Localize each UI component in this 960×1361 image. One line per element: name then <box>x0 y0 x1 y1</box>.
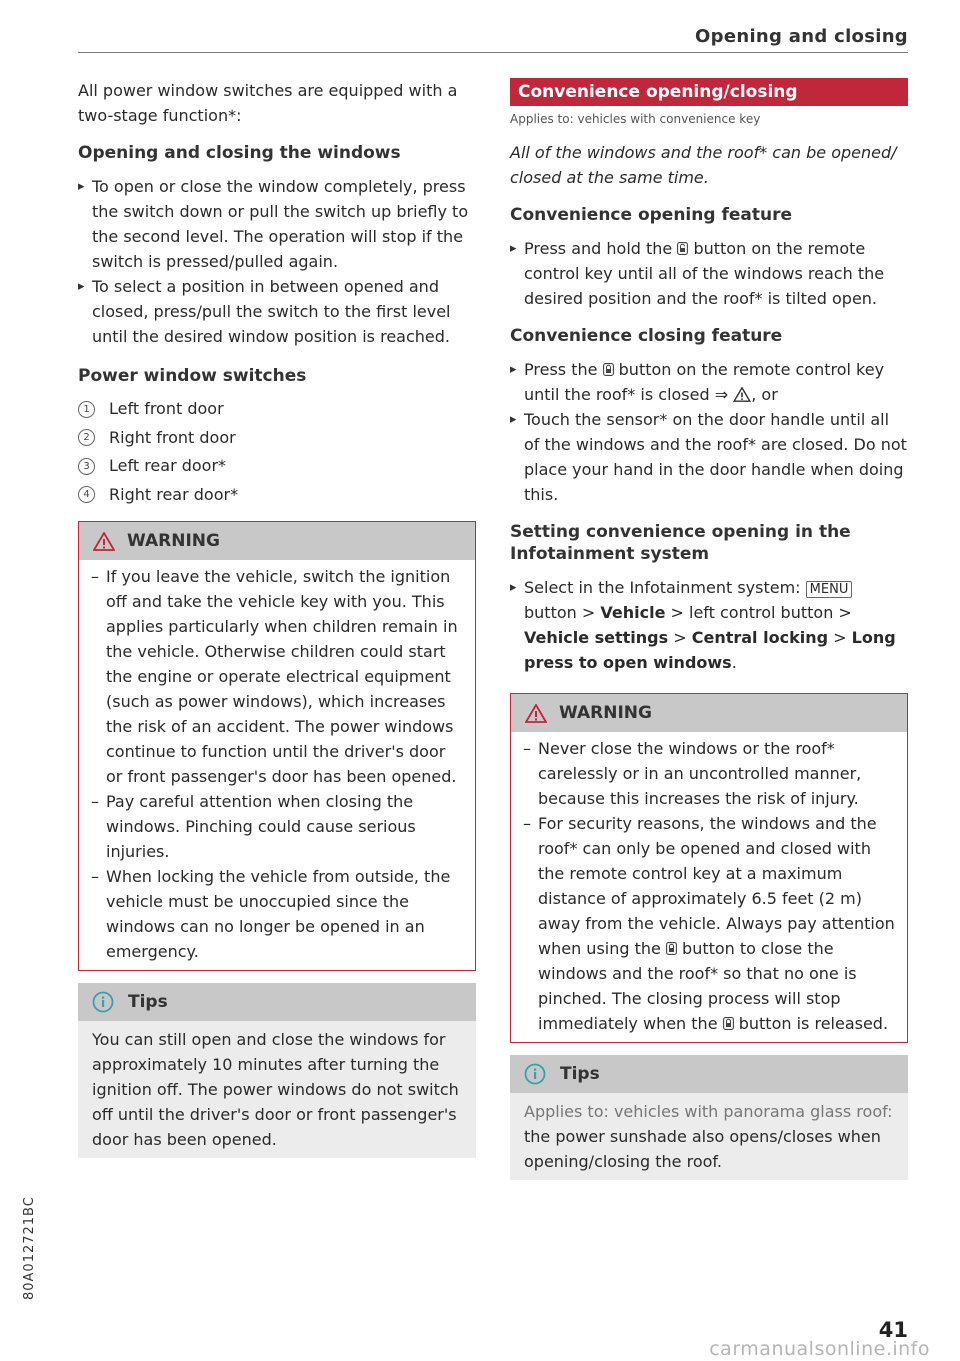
menu-path-item: Central locking <box>691 628 829 647</box>
page-number: 41 <box>878 1318 908 1342</box>
text-part: button to close the windows and the roof* so that no one is pinched. The closing process will stop immediately when the <box>538 939 857 1033</box>
text-part: button is released. <box>738 1014 889 1033</box>
warning-triangle-icon <box>525 704 547 723</box>
right-column <box>510 78 908 1180</box>
heading-opening-closing: Opening and closing the windows <box>78 143 401 163</box>
lock-button-icon <box>723 1017 734 1030</box>
arrow-ref-icon: ⇒ <box>714 385 729 404</box>
warning-item: – Never close the windows or the roof* carelessly or in an uncontrolled manner, because this increases the risk of injury. <box>523 736 895 811</box>
warning-header <box>511 694 907 732</box>
lock-button-icon <box>603 363 614 376</box>
warning-item <box>523 811 895 1036</box>
heading-convenience-opening: Convenience opening feature <box>510 205 792 225</box>
tips-header <box>78 983 476 1021</box>
list-item <box>510 357 908 407</box>
legend-label: Left front door <box>109 399 224 418</box>
text-part: For security reasons, the windows and the roof* can only be opened and closed with the remote control key at a maximum distance of approximately 6.5 feet (2 m) away from the vehicle. Always pay attention when using the <box>538 814 895 958</box>
legend-label: Right front door <box>109 427 236 447</box>
warning-item: – If you leave the vehicle, switch the ignition off and take the vehicle key with you. This applies particularly when children remain in the vehicle. Otherwise children could start the engine or operate electrical equipment (such as power windows), which increases the risk of an accident. The power windows continue to function until the driver's door or front passenger's door has been opened. <box>91 564 463 789</box>
tips-text: You can still open and close the windows for approximately 10 minutes after turning the ignition off. The power windows do not switch off until the driver's door or front passenger's door has been opened. <box>92 1030 459 1149</box>
warning-box <box>510 693 908 1043</box>
warning-body <box>79 560 475 970</box>
text-part: button on the remote control key until the roof* is closed <box>524 360 885 404</box>
text-part: , or <box>751 385 778 404</box>
document-code: 80A012721BC <box>22 1196 37 1300</box>
number-circle: 1 <box>78 401 95 418</box>
switch-legend <box>78 395 476 509</box>
tips-box <box>510 1055 908 1180</box>
heading-power-window-switches: Power window switches <box>78 366 307 386</box>
legend-item <box>78 424 476 453</box>
list-item: ▸ Select in the Infotainment system: MENU button > Vehicle > left control button > Vehicle settings > Central locking > Long press to open windows. <box>510 575 908 675</box>
tips-header <box>510 1055 908 1093</box>
list-item: ▸ To open or close the window completely, press the switch down or pull the switch up briefly to the second level. The operation will stop if the switch is pressed/pulled again. <box>78 174 476 274</box>
warning-box <box>78 521 476 971</box>
warning-title: WARNING <box>127 531 220 551</box>
legend-item <box>78 481 476 510</box>
number-circle: 2 <box>78 429 95 446</box>
info-icon <box>92 991 114 1013</box>
warning-title: WARNING <box>559 703 652 723</box>
legend-item <box>78 395 476 424</box>
warning-item: – When locking the vehicle from outside, the vehicle must be unoccupied since the windows can no longer be opened in an emergency. <box>91 864 463 964</box>
unlock-button-icon <box>677 242 688 255</box>
text-part: button on the remote control key until all of the windows reach the desired position and the roof* is tilted open. <box>524 239 885 308</box>
heading-convenience-closing: Convenience closing feature <box>510 326 783 346</box>
warning-header <box>79 522 475 560</box>
applies-note: Applies to: vehicles with convenience key <box>510 112 761 126</box>
list-item: ▸ To select a position in between opened and closed, press/pull the switch to the first level until the desired window position is reached. <box>78 274 476 349</box>
text-part: Press and hold the <box>524 239 673 258</box>
menu-path-item: Long press to open windows <box>524 628 896 672</box>
number-circle: 4 <box>78 486 95 503</box>
info-icon <box>524 1063 546 1085</box>
legend-label: Right rear door* <box>109 484 239 504</box>
text-part: Select in the Infotainment system: <box>524 578 801 597</box>
left-column <box>78 78 476 1158</box>
menu-path-item: Vehicle <box>600 603 666 622</box>
header-rule <box>78 52 908 53</box>
warning-body <box>511 732 907 1042</box>
page-header-title: Opening and closing <box>695 26 908 47</box>
tips-title: Tips <box>128 992 168 1012</box>
heading-setting-infotainment: Setting convenience opening in the Infotainment system <box>510 522 851 564</box>
warning-triangle-icon <box>93 532 115 551</box>
warning-item: – Pay careful attention when closing the windows. Pinching could cause serious injuries. <box>91 789 463 864</box>
warning-triangle-icon <box>733 387 751 402</box>
menu-path-item: Vehicle settings <box>524 628 669 647</box>
tips-text: the power sunshade also opens/closes when opening/closing the roof. <box>524 1127 881 1171</box>
text-part: button > <box>524 603 596 622</box>
list-item <box>510 236 908 311</box>
number-circle: 3 <box>78 458 95 475</box>
intro-italic: All of the windows and the roof* can be opened/ closed at the same time. <box>510 143 897 187</box>
legend-label: Left rear door* <box>109 456 227 475</box>
list-item: ▸ Touch the sensor* on the door handle until all of the windows and the roof* are closed. Do not place your hand in the door handle when doing this. <box>510 407 908 507</box>
tips-applies: Applies to: vehicles with panorama glass roof: <box>524 1102 893 1121</box>
menu-key-icon: MENU <box>806 581 853 598</box>
section-title: Convenience opening/closing <box>510 78 908 106</box>
watermark: carmanualsonline.info <box>709 1338 930 1360</box>
tips-title: Tips <box>560 1064 600 1084</box>
lock-button-icon <box>666 942 677 955</box>
intro-text: All power window switches are equipped with a two-stage function*: <box>78 81 458 125</box>
tips-box <box>78 983 476 1158</box>
text-part: Press the <box>524 360 598 379</box>
legend-item <box>78 452 476 481</box>
text-part: > left control button > <box>670 603 852 622</box>
